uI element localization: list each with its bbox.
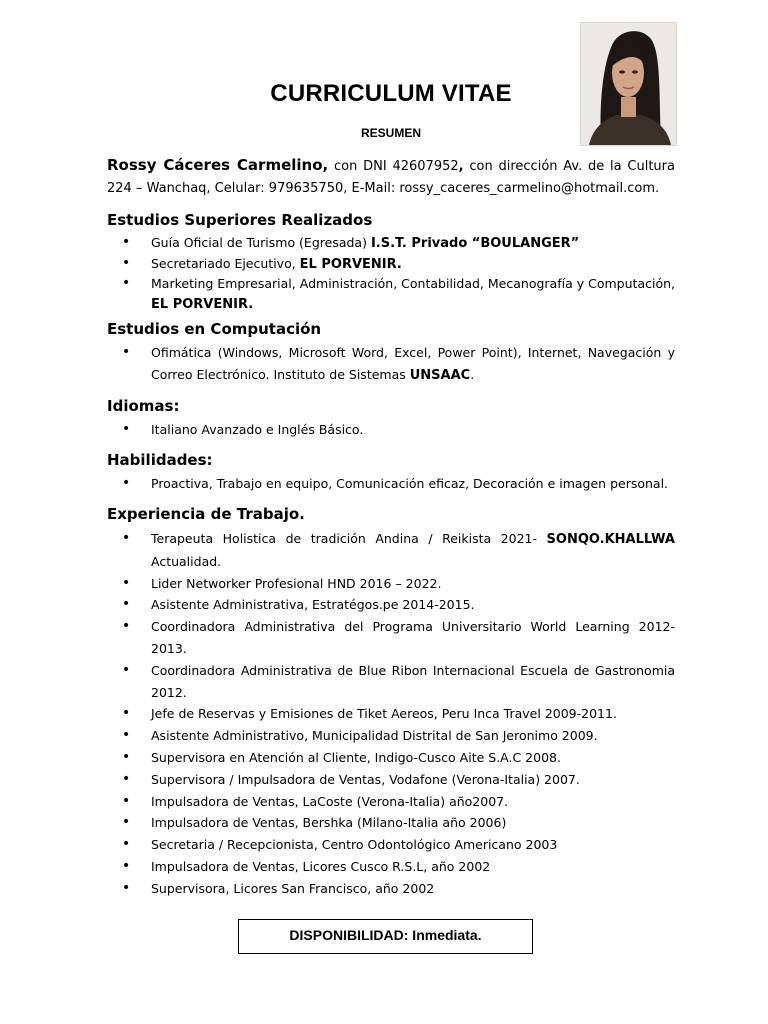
contact-details: con dirección Av. de la Cultura 224 – Wanchaq, Celular: 979635750, E-Mail: rossy_caceres_carmelino@hotmail.com. — [107, 159, 675, 196]
section-work-experience — [107, 504, 675, 900]
section-computing — [107, 319, 675, 387]
list-item: • Coordinadora Administrativa de Blue Ribon Internacional Escuela de Gastronomia 2012. — [122, 661, 675, 700]
bullet-icon: • — [122, 836, 131, 853]
bullet-icon: • — [122, 254, 131, 271]
bullet-icon: • — [122, 792, 131, 809]
section-heading: Estudios Superiores Realizados — [107, 211, 373, 229]
list-item: • Impulsadora de Ventas, Licores Cusco R.S.L, año 2002 — [107, 856, 675, 878]
section-heading: Idiomas: — [107, 397, 180, 415]
full-name: Rossy Cáceres Carmelino, — [107, 156, 329, 174]
list-item: • Supervisora, Licores San Francisco, año 2002 — [107, 878, 675, 900]
list-item: • Impulsadora de Ventas, Bershka (Milano-Italia año 2006) — [107, 812, 675, 834]
list-item: • Guía Oficial de Turismo (Egresada) I.S.T. Privado “BOULANGER” — [122, 234, 580, 251]
list-item: • Ofimática (Windows, Microsoft Word, Excel, Power Point), Internet, Navegación y Correo Electrónico. Instituto de Sistemas UNSAAC. — [122, 344, 675, 383]
list-item: • Secretaria / Recepcionista, Centro Odontológico Americano 2003 — [107, 834, 675, 856]
section-skills — [107, 450, 675, 494]
dni-comma: , — [458, 159, 464, 174]
bullet-icon: • — [122, 275, 131, 291]
list-item: • Asistente Administrativo, Municipalidad Distrital de San Jeronimo 2009. — [107, 725, 675, 747]
bullet-icon: • — [122, 574, 131, 591]
bullet-icon: • — [122, 661, 131, 678]
section-heading: Habilidades: — [107, 451, 213, 469]
list-item: • Supervisora / Impulsadora de Ventas, Vodafone (Verona-Italia) 2007. — [107, 769, 675, 791]
availability-box: DISPONIBILIDAD: Inmediata. — [238, 919, 533, 954]
section-higher-education — [107, 210, 675, 314]
bullet-icon: • — [122, 770, 131, 787]
portrait-image — [581, 23, 676, 145]
bullet-icon: • — [122, 344, 131, 360]
dni-text: con DNI 42607952 — [334, 159, 459, 174]
section-heading: Estudios en Computación — [107, 320, 322, 338]
bullet-icon: • — [122, 727, 131, 744]
list-item: • Terapeuta Holistica de tradición Andina / Reikista 2021- SONQO.KHALLWA Actualidad. — [122, 530, 675, 569]
list-item: • Secretariado Ejecutivo, EL PORVENIR. — [122, 254, 402, 272]
section-heading: Experiencia de Trabajo. — [107, 505, 305, 523]
list-item: • Italiano Avanzado e Inglés Básico. — [107, 420, 675, 440]
list-item: • Jefe de Reservas y Emisiones de Tiket Aereos, Peru Inca Travel 2009-2011. — [107, 703, 675, 725]
bullet-icon: • — [122, 879, 131, 896]
list-item: • Impulsadora de Ventas, LaCoste (Verona-Italia) año2007. — [107, 791, 675, 813]
list-item: • Proactiva, Trabajo en equipo, Comunicación eficaz, Decoración e imagen personal. — [107, 474, 675, 494]
list-item: • Supervisora en Atención al Cliente, Indigo-Cusco Aite S.A.C 2008. — [107, 747, 675, 769]
profile-photo — [580, 22, 677, 146]
bullet-icon: • — [122, 421, 131, 437]
document-title: CURRICULUM VITAE — [270, 80, 512, 107]
list-item: • Asistente Administrativa, Estratégos.pe 2014-2015. — [107, 594, 675, 616]
section-languages — [107, 396, 675, 440]
bullet-icon: • — [122, 596, 131, 613]
bullet-icon: • — [122, 705, 131, 722]
summary-heading: RESUMEN — [360, 126, 421, 140]
list-item: • Marketing Empresarial, Administración, Contabilidad, Mecanografía y Computación, EL PORVENIR. — [122, 275, 675, 312]
list-item: • Coordinadora Administrativa del Programa Universitario World Learning 2012-2013. — [122, 618, 675, 656]
personal-summary — [107, 154, 675, 200]
bullet-icon: • — [122, 475, 131, 491]
bullet-icon: • — [122, 857, 131, 874]
bullet-icon: • — [122, 234, 131, 250]
bullet-icon: • — [122, 530, 131, 546]
bullet-icon: • — [122, 814, 131, 831]
bullet-icon: • — [122, 748, 131, 765]
list-item: • Lider Networker Profesional HND 2016 – 2022. — [107, 573, 675, 595]
bullet-icon: • — [122, 618, 131, 635]
